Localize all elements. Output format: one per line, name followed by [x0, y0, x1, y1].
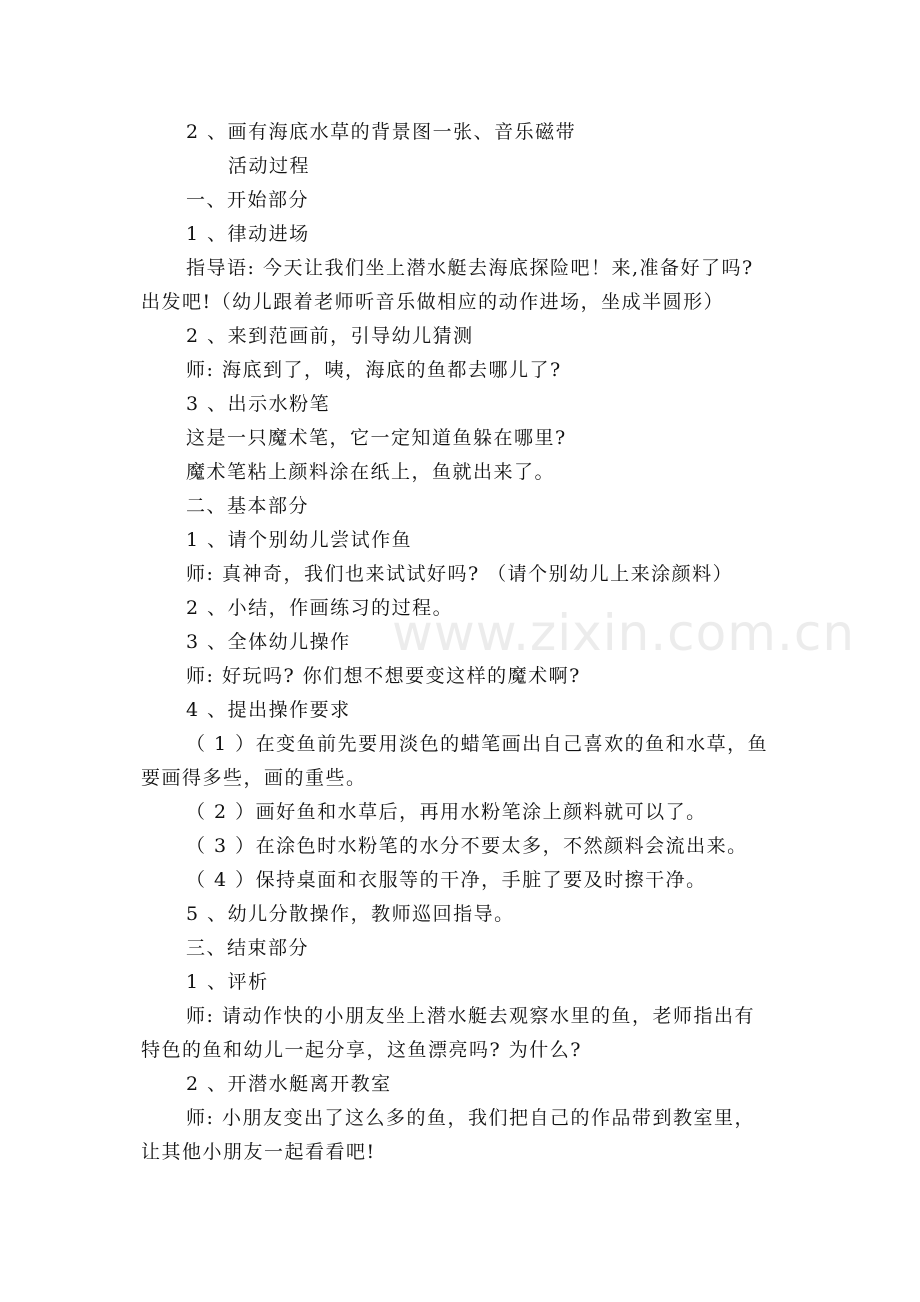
text-line: 二、基本部分	[186, 495, 310, 517]
text-line: （ 2 ）画好鱼和水草后，再用水粉笔涂上颜料就可以了。	[186, 801, 707, 823]
text-line: 师: 小朋友变出了这么多的鱼，我们把自己的作品带到教室里，	[186, 1107, 755, 1129]
text-line: （ 1 ）在变鱼前先要用淡色的蜡笔画出自己喜欢的鱼和水草，鱼	[186, 733, 769, 755]
text-line: 2 、来到范画前，引导幼儿猜测	[186, 325, 474, 347]
text-line: 三、结束部分	[186, 937, 310, 959]
text-line: 师: 请动作快的小朋友坐上潜水艇去观察水里的鱼，老师指出有	[186, 1005, 755, 1027]
text-line: （ 3 ）在涂色时水粉笔的水分不要太多，不然颜料会流出来。	[186, 835, 748, 857]
text-line: 师: 好玩吗? 你们想不想要变这样的魔术啊?	[186, 665, 581, 687]
text-line: 2 、小结，作画练习的过程。	[186, 597, 454, 619]
text-line: 1 、评析	[186, 971, 269, 993]
text-line: 师: 海底到了，咦，海底的鱼都去哪儿了?	[186, 359, 562, 381]
text-line: 3 、全体幼儿操作	[186, 631, 351, 653]
text-line: 3 、出示水粉笔	[186, 393, 331, 415]
text-line: 这是一只魔术笔，它一定知道鱼躲在哪里?	[186, 427, 567, 449]
text-line: 活动过程	[228, 155, 311, 177]
text-line: 让其他小朋友一起看看吧!	[141, 1141, 376, 1163]
text-line: 2 、开潜水艇离开教室	[186, 1073, 392, 1095]
text-line: 1 、律动进场	[186, 223, 310, 245]
text-line: 4 、提出操作要求	[186, 699, 351, 721]
text-line: （ 4 ）保持桌面和衣服等的干净，手脏了要及时擦干净。	[186, 869, 707, 891]
text-line: 一、开始部分	[186, 189, 310, 211]
text-line: 指导语: 今天让我们坐上潜水艇去海底探险吧！来,准备好了吗?	[186, 257, 754, 279]
text-line: 魔术笔粘上颜料涂在纸上，鱼就出来了。	[186, 461, 556, 483]
text-line: 特色的鱼和幼儿一起分享，这鱼漂亮吗? 为什么?	[141, 1039, 582, 1061]
text-line: 1 、请个别幼儿尝试作鱼	[186, 529, 413, 551]
watermark: www.zixin.com.cn	[392, 604, 856, 662]
text-line: 出发吧!（幼儿跟着老师听音乐做相应的动作进场，坐成半圆形）	[141, 291, 725, 313]
text-line: 5 、幼儿分散操作，教师巡回指导。	[186, 903, 515, 925]
text-line: 师: 真神奇，我们也来试试好吗? （请个别幼儿上来涂颜料）	[186, 563, 734, 585]
text-line: 要画得多些，画的重些。	[141, 767, 367, 789]
text-line: 2 、画有海底水草的背景图一张、音乐磁带	[186, 121, 577, 143]
